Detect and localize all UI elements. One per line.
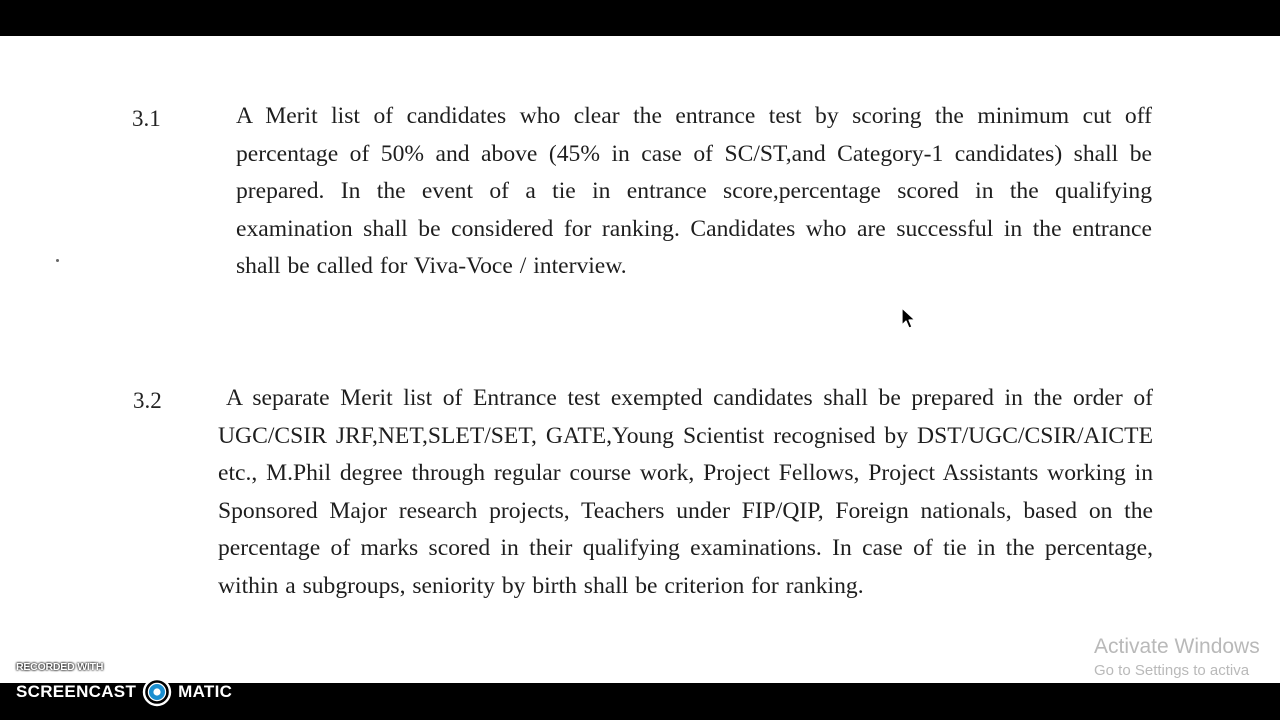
clause-number: 3.2 [133,388,162,413]
clause-text: A separate Merit list of Entrance test exempted candidates shall be prepared in the order of UGC/CSIR JRF,NET,SLET/SET, GATE,Young Scientist recognised by DST/UGC/CSIR/AICTE etc., M.Phil degree through regular course work, Project Fellows, Project Assistants working in Sponsored Major research projects, Teachers under FIP/QIP, Foreign nationals, based on the percentage of marks scored in their qualifying examinations. In case of tie in the percentage, within a subgroups, seniority by birth shall be criterion for ranking. [218,385,1153,599]
document-page [0,36,1280,683]
brand-left-text: SCREENCAST [16,682,137,701]
top-letterbox-bar [0,0,1280,36]
activate-windows-subtitle: Go to Settings to activa [1094,662,1250,679]
screencast-o-matic-logo-icon [142,677,172,707]
activate-windows-watermark [1094,634,1260,682]
clause-number: 3.1 [132,106,161,131]
arrow-pointer-icon [901,307,917,331]
screencast-brand [16,680,232,704]
brand-right-text: MATIC [178,682,233,701]
recorded-with-label: RECORDED WITH [16,661,104,673]
activate-windows-title: Activate Windows [1094,635,1260,658]
scan-speck [56,259,59,262]
clause-text: A Merit list of candidates who clear the entrance test by scoring the minimum cut off percentage of 50% and above (45% in case of SC/ST,and Category-1 candidates) shall be prepared. In the event of a tie in entrance score,percentage scored in the qualifying examination shall be considered for ranking. Candidates who are successful in the entrance shall be called for Viva-Voce / interview. [236,103,1152,280]
